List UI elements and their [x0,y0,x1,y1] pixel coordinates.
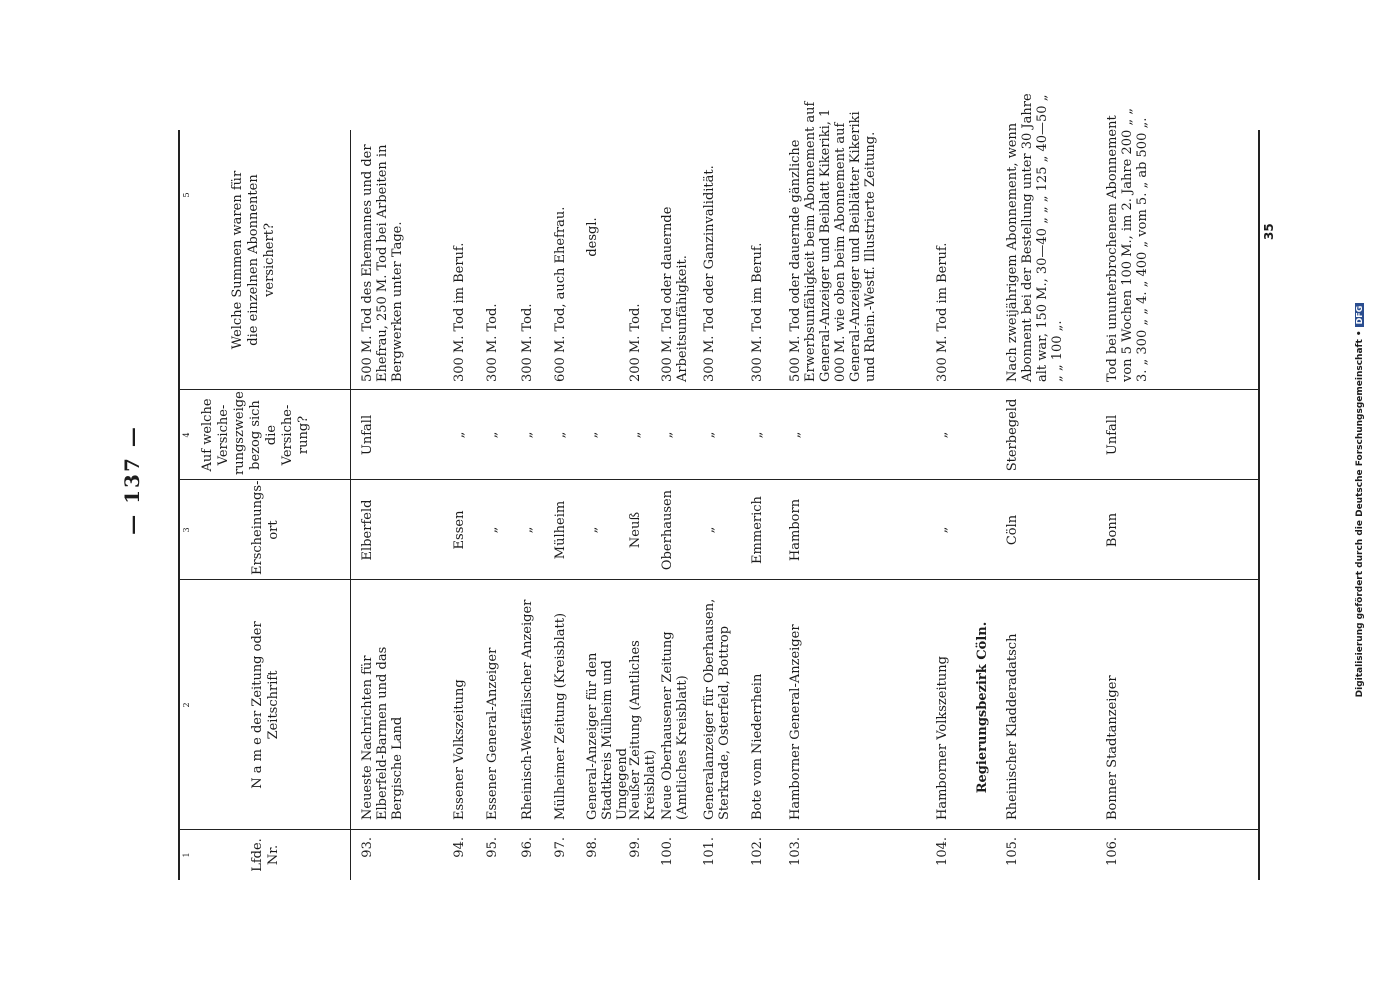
row-zweig: „ [702,431,717,439]
header-ort: Erscheinungs- ort [250,480,281,575]
row-summe: 300 M. Tod im Beruf. [452,242,467,382]
row-summe: 300 M. Tod oder Ganzinvalidität. [702,165,717,382]
header-zweig: Auf welche Versiche- rungszweige bezog sich die Versiche- rung? [200,391,311,475]
row-nr: 100. [660,837,675,866]
col-divider-1 [178,829,1258,830]
row-name: Generalanzeiger für Oberhausen, Sterkrade, Osterfeld, Bottrop [702,598,732,820]
row-summe: 600 M. Tod, auch Ehefrau. [553,206,568,382]
row-zweig: „ [750,431,765,439]
row-nr: 106. [1105,837,1120,866]
row-name: Bonner Stadtanzeiger [1105,675,1120,820]
row-ort: Mülheim [553,500,568,560]
table-top-rule [178,130,180,880]
row-zweig: „ [485,431,500,439]
row-summe: desgl. [585,217,600,257]
sheet-number: 35 [1262,223,1276,240]
col-num-3: 3 [182,527,191,533]
row-zweig: „ [520,431,535,439]
row-zweig: Unfall [1105,414,1120,456]
row-nr: 102. [750,837,765,866]
row-ort: Emmerich [750,496,765,564]
row-name: Hamborner General-Anzeiger [788,624,803,820]
digitization-text: Digitalisierung gefördert durch die Deutsche Forschungsgemeinschaft • [1355,330,1365,698]
row-name: Neue Oberhausener Zeitung (Amtliches Kreisblatt) [660,631,690,820]
row-name: General-Anzeiger für den Stadtkreis Mülheim und Umgegend [585,652,630,820]
row-zweig: Unfall [360,414,375,456]
row-name: Hamborner Volkszeitung [935,656,950,820]
row-summe: 300 M. Tod im Beruf. [935,242,950,382]
row-ort: Bonn [1105,512,1120,548]
col-num-1: 1 [182,852,191,858]
row-zweig: „ [788,431,803,439]
row-ort: Elberfeld [360,499,375,561]
row-zweig: „ [553,431,568,439]
digitization-note [1355,110,1365,890]
row-name: Essener General-Anzeiger [485,647,500,820]
col-divider-3 [178,479,1258,480]
row-ort: „ [935,526,950,534]
row-summe: 300 M. Tod. [520,303,535,382]
row-name: Rheinischer Kladderadatsch [1005,633,1020,820]
col-divider-4 [178,389,1258,390]
row-zweig: „ [660,431,675,439]
subheading: Regierungsbezirk Cöln. [975,621,990,794]
row-summe: Nach zweijährigem Abonnement, wenn Abonnent bei der Bestellung unter 30 Jahre alt war, 150 M., 30—40 „ „ „ 125 „ 40—50 „ „ „ 100 „. [1005,93,1065,382]
row-nr: 94. [452,837,467,858]
row-nr: 103. [788,837,803,866]
row-name: Neueste Nachrichten für Elberfeld-Barmen und das Bergische Land [360,646,405,820]
row-nr: 99. [628,837,643,858]
row-ort: „ [485,526,500,534]
row-name: Rheinisch-Westfälischer Anzeiger [520,599,535,820]
header-rule [350,130,351,880]
col-num-2: 2 [182,702,191,708]
row-ort: Cöln [1005,514,1020,546]
row-summe: 300 M. Tod oder dauernde Arbeitsunfähigkeit. [660,206,690,382]
table-bottom-rule [1258,130,1260,880]
row-zweig: Sterbegeld [1005,398,1020,472]
row-name: Mülheimer Zeitung (Kreisblatt) [553,612,568,820]
row-nr: 95. [485,837,500,858]
row-ort: „ [520,526,535,534]
row-nr: 104. [935,837,950,866]
col-divider-2 [178,579,1258,580]
row-ort: „ [702,526,717,534]
row-ort: Essen [452,510,467,550]
row-name: Bote vom Niederrhein [750,673,765,820]
row-nr: 105. [1005,837,1020,866]
row-nr: 101. [702,837,717,866]
row-nr: 93. [360,837,375,858]
row-name: Essener Volkszeitung [452,679,467,820]
header-nr: Lfde. Nr. [250,838,281,872]
row-ort: Hamborn [788,498,803,562]
col-num-4: 4 [182,432,191,438]
row-name: Neußer Zeitung (Amtliches Kreisblatt) [628,640,658,820]
dfg-logo: DFG [1355,303,1364,328]
row-ort: Neuß [628,511,643,549]
row-zweig: „ [628,431,643,439]
row-nr: 98. [585,837,600,858]
header-name: N a m e der Zeitung oder Zeitschrift [250,621,281,789]
row-nr: 97. [553,837,568,858]
row-summe: 500 M. Tod des Ehemannes und der Ehefrau, 250 M. Tod bei Arbeiten in Bergwerken unter Tage. [360,144,405,382]
col-num-5: 5 [182,192,191,198]
row-summe: 200 M. Tod. [628,303,643,382]
row-ort: Oberhausen [660,489,675,571]
row-ort: „ [585,526,600,534]
header-summen: Welche Summen waren für die einzelnen Abonnenten versichert? [230,170,277,350]
row-zweig: „ [452,431,467,439]
row-summe: Tod bei ununterbrochenem Abonnement von 5 Wochen 100 M., im 2. Jahre 200 „ „ 3. „ 300 „ „ 4. „ 400 „ vom 5. „ ab 500 „. [1105,108,1150,382]
page-number: — 137 — [120,425,144,535]
row-summe: 300 M. Tod im Beruf. [750,242,765,382]
row-summe: 500 M. Tod oder dauernde gänzliche Erwerbsunfähigkeit beim Abonnement auf General-Anzeiger und Beiblatt Kikeriki, 1 000 M. wie oben beim Abonnement auf General-Anzeiger und Beiblätter Kikeriki und Rhein.-Westf. Illustrierte Zeitung. [788,101,878,382]
row-summe: 300 M. Tod. [485,303,500,382]
row-nr: 96. [520,837,535,858]
row-zweig: „ [585,431,600,439]
row-zweig: „ [935,431,950,439]
